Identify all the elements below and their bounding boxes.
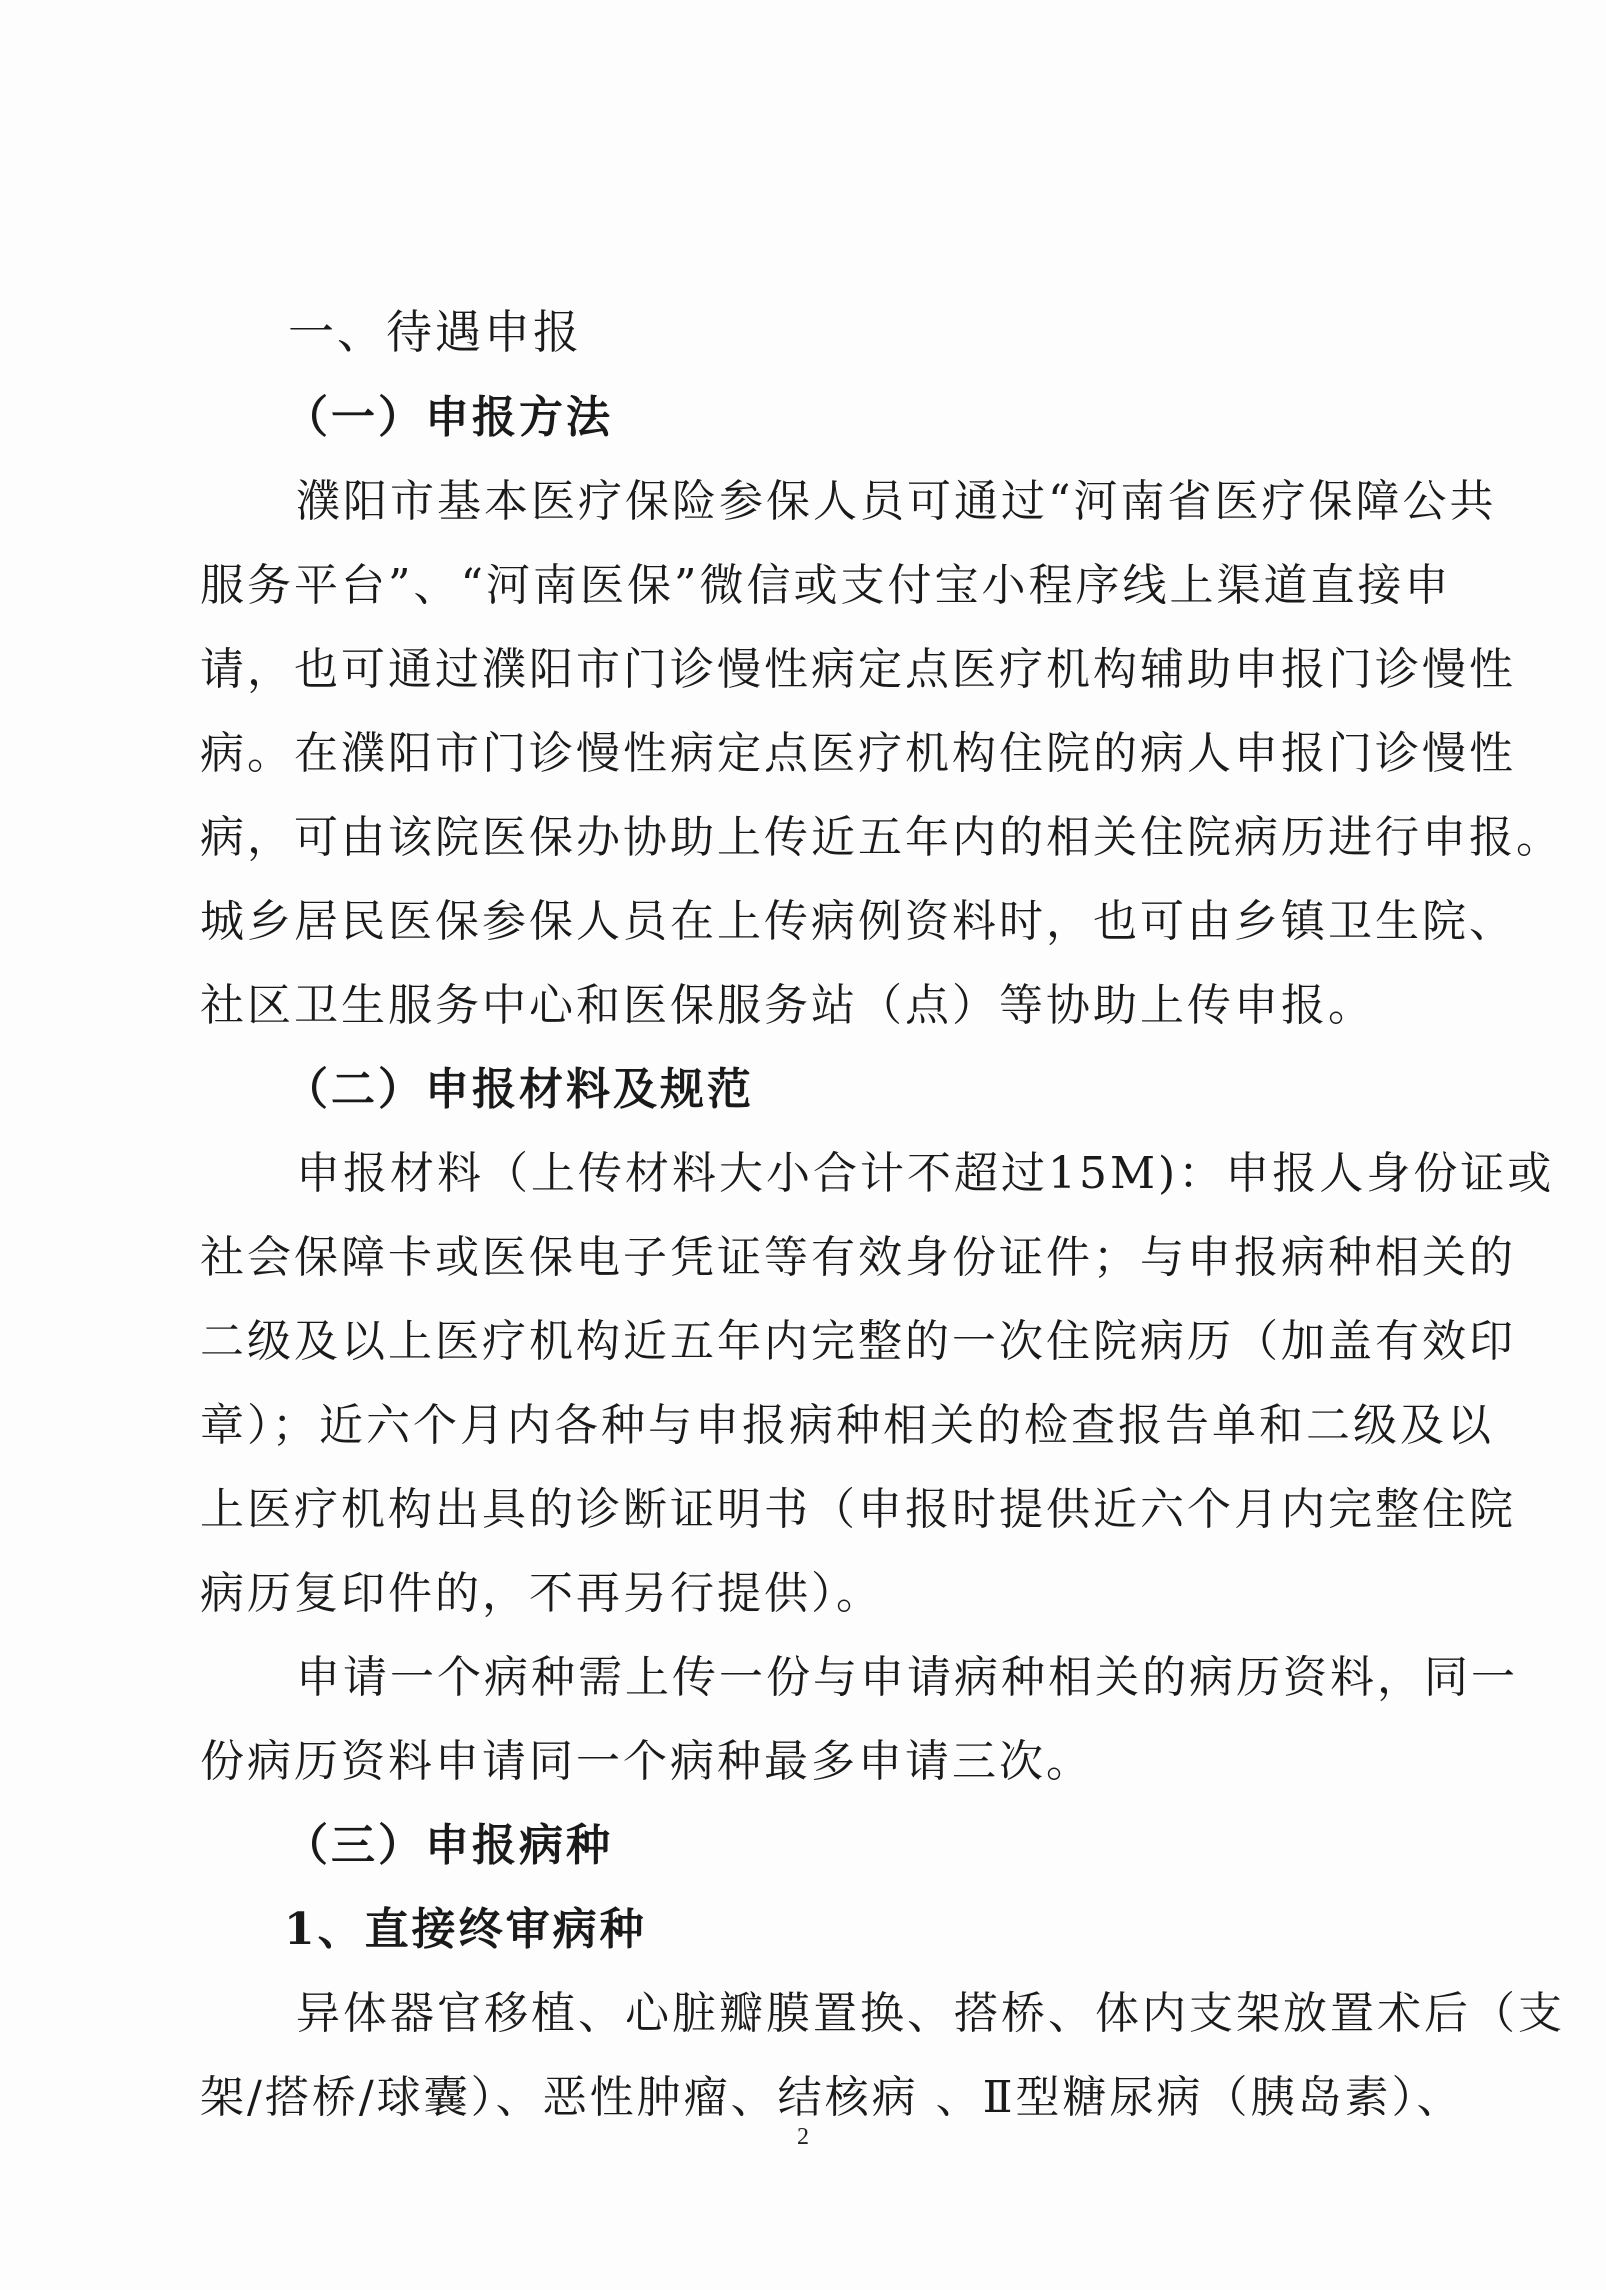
page-number: 2 [797,2124,809,2150]
paragraph-line: 二级及以上医疗机构近五年内完整的一次住院病历（加盖有效印 [200,1316,1516,1367]
subsection-heading-method: （一）申报方法 [284,392,613,443]
paragraph-line: 异体器官移植、心脏瓣膜置换、搭桥、体内支架放置术后（支 [296,1988,1565,2039]
paragraph-line: 申报材料（上传材料大小合计不超过15M)：申报人身份证或 [296,1148,1555,1199]
paragraph-line: 病。在濮阳市门诊慢性病定点医疗机构住院的病人申报门诊慢性 [200,728,1516,779]
paragraph-line: 章）；近六个月内各种与申报病种相关的检查报告单和二级及以 [200,1400,1494,1451]
paragraph-line: 城乡居民医保参保人员在上传病例资料时，也可由乡镇卫生院、 [200,896,1516,947]
paragraph-line: 社区卫生服务中心和医保服务站（点）等协助上传申报。 [200,980,1375,1031]
subsection-heading-diseases: （三）申报病种 [284,1820,613,1871]
paragraph-line: 病，可由该院医保办协助上传近五年内的相关住院病历进行申报。 [200,812,1563,863]
paragraph-line: 病历复印件的，不再另行提供）。 [200,1568,883,1619]
paragraph-line: 请，也可通过濮阳市门诊慢性病定点医疗机构辅助申报门诊慢性 [200,644,1516,695]
section-heading: 一、待遇申报 [288,305,582,359]
document-body [200,290,1565,2140]
paragraph-line: 服务平台”、“河南医保”微信或支付宝小程序线上渠道直接申 [200,560,1452,611]
item-heading-direct-review: 1、直接终审病种 [284,1904,647,1955]
paragraph-line: 申请一个病种需上传一份与申请病种相关的病历资料，同一 [296,1652,1518,1703]
subsection-heading-materials: （二）申报材料及规范 [284,1064,754,1115]
paragraph-line: 濮阳市基本医疗保险参保人员可通过“河南省医疗保障公共 [296,476,1497,527]
paragraph-line: 上医疗机构出具的诊断证明书（申报时提供近六个月内完整住院 [200,1484,1516,1535]
paragraph-line: 份病历资料申请同一个病种最多申请三次。 [200,1736,1093,1787]
paragraph-line: 架/搭桥/球囊）、恶性肿瘤、结核病 、Ⅱ型糖尿病（胰岛素）、 [200,2072,1464,2123]
paragraph-line: 社会保障卡或医保电子凭证等有效身份证件；与申报病种相关的 [200,1232,1516,1283]
